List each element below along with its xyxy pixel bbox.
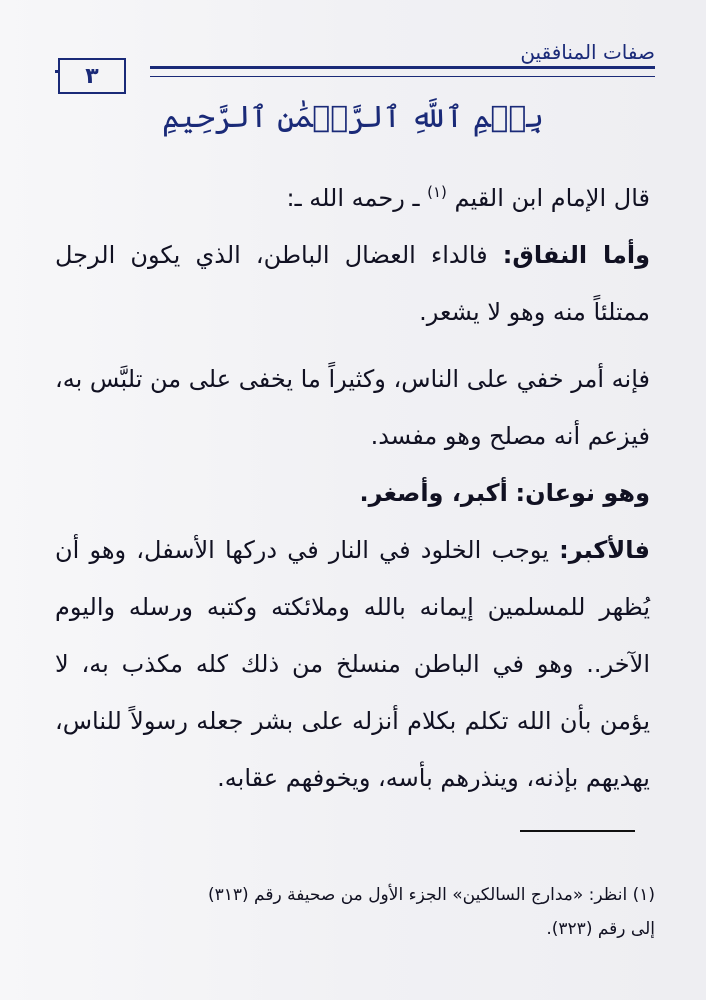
intro-tail: ـ رحمه الله ـ: [286,184,420,212]
page-number-box: ٣ [58,58,126,94]
paragraph-2-text: فإنه أمر خفي على الناس، وكثيراً ما يخفى على من تلبَّس به، فيزعم أنه مصلح وهو مفسد. [55,365,650,450]
paragraph-4-text: يوجب الخلود في النار في دركها الأسفل، وهو أن يُظهر للمسلمين إيمانه بالله وملائكته وكتبه ورسله واليوم الآخر.. وهو في الباطن منسلخ من ذلك كله مكذب به، لا يؤمن بأن الله تكلم بكلام أنزله على بشر جعله رسولاً للناس، يهديهم بإذنه، وينذرهم بأسه، ويخوفهم عقابه. [55,536,650,792]
footnote-line-2: إلى رقم (٣٢٣). [546,919,655,939]
basmala: بِسۡمِ ٱللَّهِ ٱلرَّحۡمَٰنِ ٱلرَّحِيمِ [162,100,544,135]
header-rule-bottom [150,76,655,77]
paragraph-3 [55,465,650,522]
running-title: صفات المنافقين [520,40,655,64]
paragraph-4-lead: فالأكبر: [559,536,650,564]
footnote-line-1: (١) انظر: «مدارج السالكين» الجزء الأول من صحيفة رقم (٣١٣) [207,885,655,905]
intro-text: قال الإمام ابن القيم [454,184,650,212]
header-rule-top [150,66,655,69]
paragraph-1 [55,227,650,341]
paragraph-1-lead: وأما النفاق: [502,241,651,269]
main-text [55,170,650,807]
paragraph-1-text: فالداء العضال الباطن، الذي يكون الرجل ممتلئاً منه وهو لا يشعر. [55,241,650,326]
footnote-ref: (١) [427,183,447,201]
footnote [55,878,655,946]
paragraph-4 [55,522,650,807]
intro-line [55,170,650,227]
paragraph-2 [55,351,650,465]
paragraph-3-lead: وهو نوعان: [515,479,650,507]
paragraph-3-text: أكبر، وأصغر. [359,479,508,507]
page-header [55,40,655,90]
footnote-separator [520,830,635,832]
